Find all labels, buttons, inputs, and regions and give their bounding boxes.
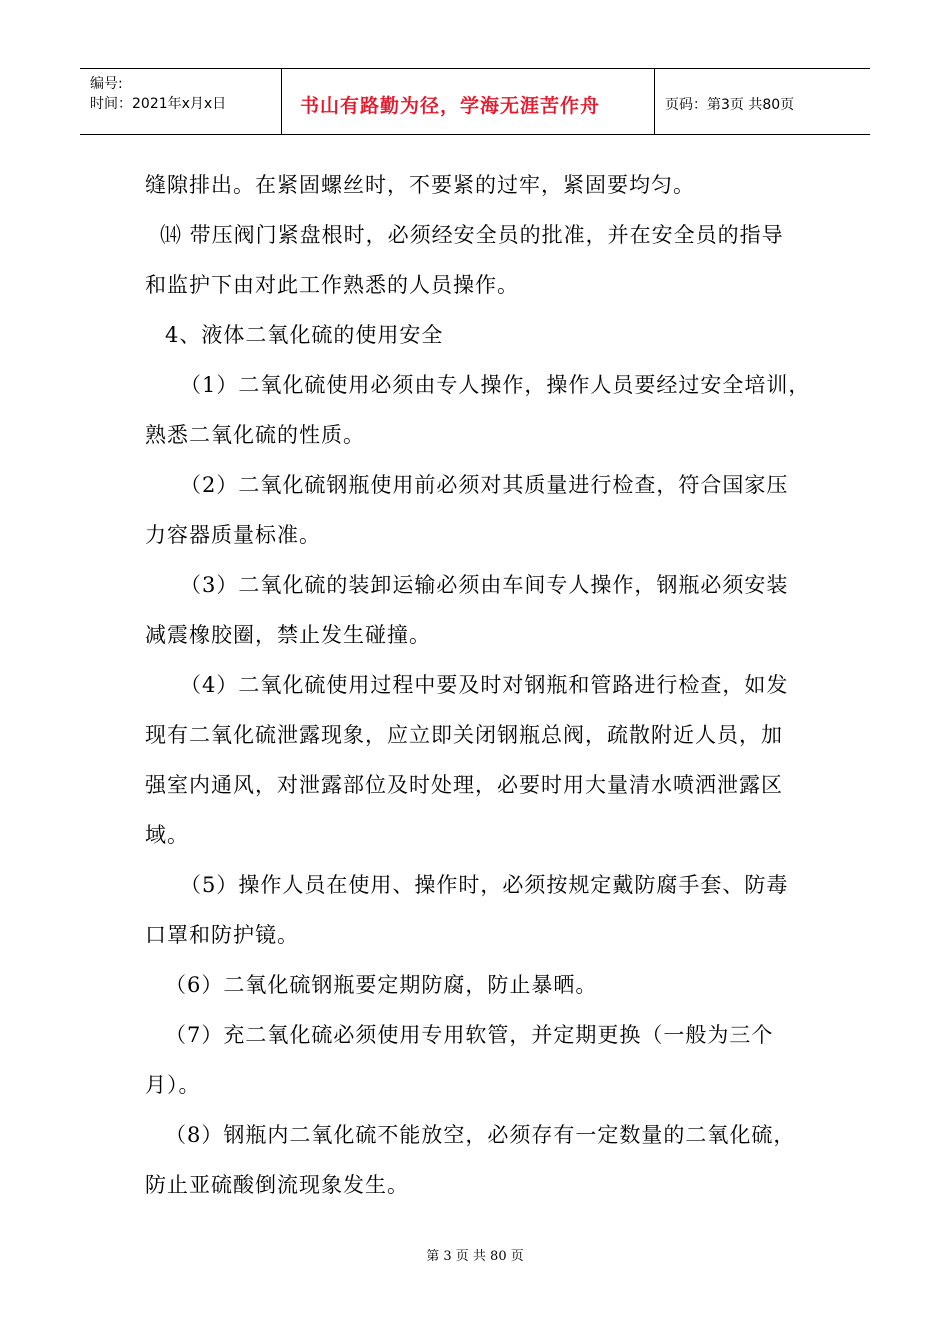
body-line: 现有二氧化硫泄露现象，应立即关闭钢瓶总阀，疏散附近人员，加 xyxy=(145,723,783,747)
body-line: （3）二氧化硫的装卸运输必须由车间专人操作，钢瓶必须安装 xyxy=(180,573,789,597)
body-line: 强室内通风，对泄露部位及时处理，必要时用大量清水喷洒泄露区 xyxy=(145,773,783,797)
body-line: （2）二氧化硫钢瓶使用前必须对其质量进行检查，符合国家压 xyxy=(180,473,789,497)
section-heading: 4、液体二氧化硫的使用安全 xyxy=(165,323,444,347)
body-line: 口罩和防护镜。 xyxy=(145,923,299,947)
document-date-label: 时间：2021年x月x日 xyxy=(90,96,227,112)
body-line: 防止亚硫酸倒流现象发生。 xyxy=(145,1173,409,1197)
document-number-label: 编号: xyxy=(90,76,123,92)
document-header xyxy=(80,68,870,135)
body-line: 缝隙排出。在紧固螺丝时，不要紧的过牢，紧固要均匀。 xyxy=(145,173,695,197)
body-line: （8）钢瓶内二氧化硫不能放空，必须存有一定数量的二氧化硫， xyxy=(165,1123,796,1147)
header-motto-cell xyxy=(282,69,655,134)
body-line: 域。 xyxy=(145,823,189,847)
header-page-cell xyxy=(655,69,870,134)
body-line: （6）二氧化硫钢瓶要定期防腐，防止暴晒。 xyxy=(165,973,598,997)
body-line: 月）。 xyxy=(145,1073,201,1097)
page-footer: 第 3 页 共 80 页 xyxy=(426,1249,524,1264)
body-line: 力容器质量标准。 xyxy=(145,523,321,547)
body-line: 熟悉二氧化硫的性质。 xyxy=(145,423,365,447)
header-meta-cell xyxy=(80,69,282,134)
body-line: （1）二氧化硫使用必须由专人操作，操作人员要经过安全培训， xyxy=(180,373,811,397)
header-page-info: 页码：第3页 共80页 xyxy=(665,97,795,113)
body-line: （4）二氧化硫使用过程中要及时对钢瓶和管路进行检查，如发 xyxy=(180,673,789,697)
body-line: 减震橡胶圈，禁止发生碰撞。 xyxy=(145,623,431,647)
body-line: ⒁ 带压阀门紧盘根时，必须经安全员的批准，并在安全员的指导 xyxy=(160,223,784,247)
body-line: （5）操作人员在使用、操作时，必须按规定戴防腐手套、防毒 xyxy=(180,873,789,897)
body-line: （7）充二氧化硫必须使用专用软管，并定期更换（一般为三个 xyxy=(165,1023,774,1047)
header-motto: 书山有路勤为径，学海无涯苦作舟 xyxy=(300,95,601,117)
body-line: 和监护下由对此工作熟悉的人员操作。 xyxy=(145,273,519,297)
